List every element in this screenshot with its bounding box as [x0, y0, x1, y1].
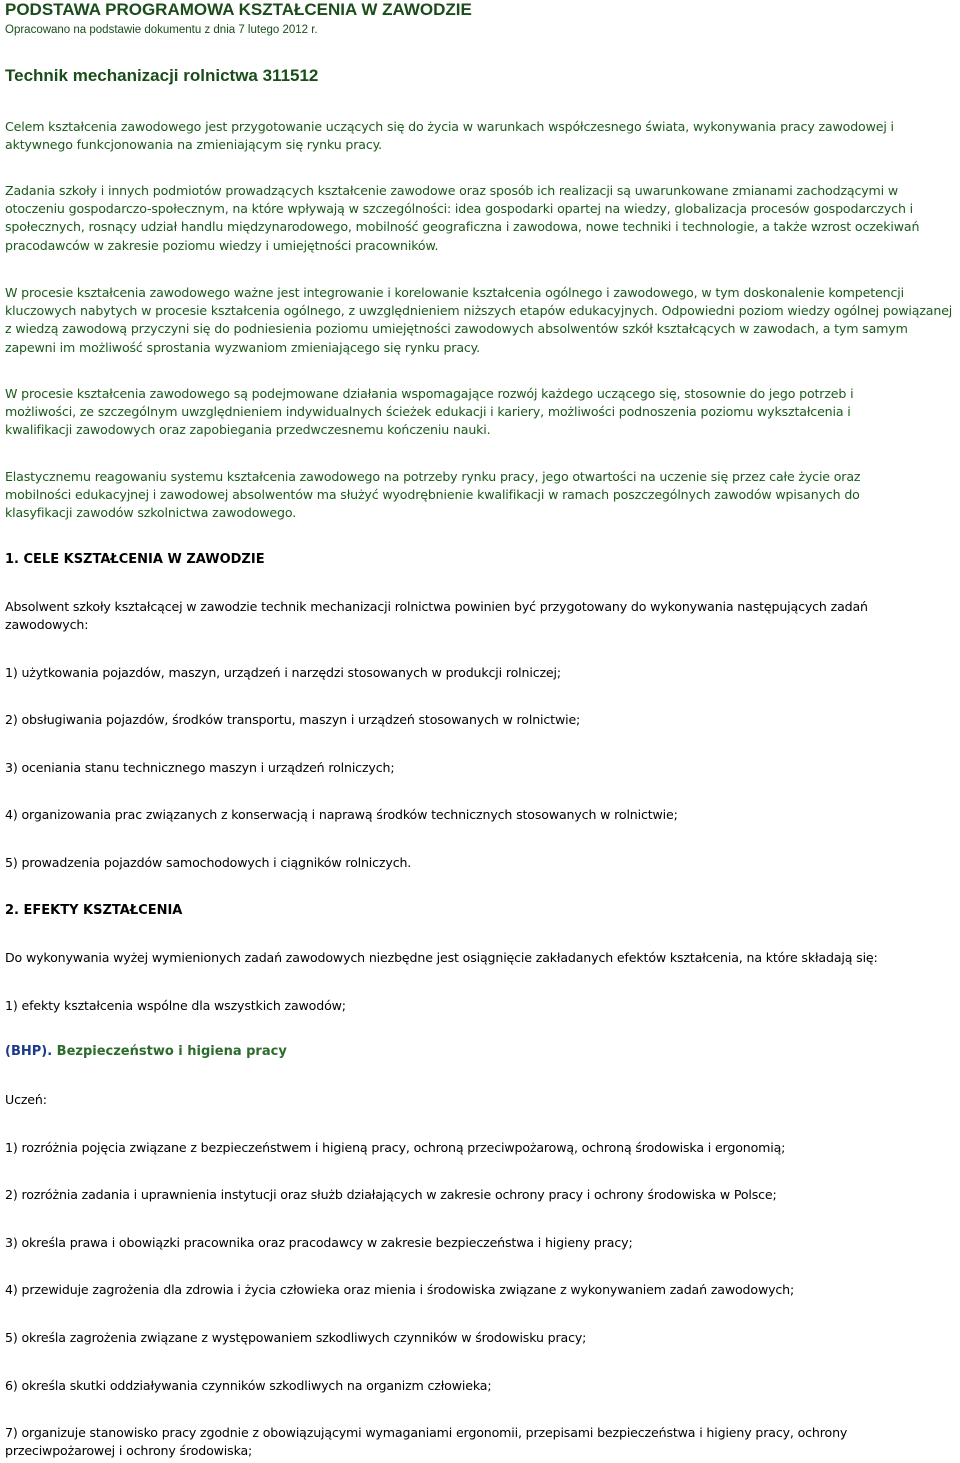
bhp-item-6: 6) określa skutki oddziaływania czynników szkodliwych na organizm człowieka; — [5, 1378, 492, 1393]
intro-paragraph-5: Elastycznemu reagowaniu systemu kształcenia zawodowego na potrzeby rynku pracy, jego otwartości na uczenie się przez całe życie oraz mobilności edukacyjnej i zawodowej absolwentów ma służyć wyodrębnienie kwalifikacji w ramach poszczególnych zawodów wpisanych do klasyfikacji zawodów szkolnictwa zawodowego. — [5, 469, 861, 521]
bhp-item-4: 4) przewiduje zagrożenia dla zdrowia i życia człowieka oraz mienia i środowiska związane z wykonywaniem zadań zawodowych; — [5, 1282, 795, 1297]
bhp-title: Bezpieczeństwo i higiena pracy — [52, 1044, 287, 1059]
profession-title: Technik mechanizacji rolnictwa 311512 — [5, 66, 319, 85]
task-item-3: 3) oceniania stanu technicznego maszyn i urządzeń rolniczych; — [5, 760, 395, 775]
bhp-item-7: 7) organizuje stanowisko pracy zgodnie z obowiązującymi wymaganiami ergonomii, przepisami bezpieczeństwa i higieny pracy, ochrony przeciwpożarowej i ochrony środowiska; — [5, 1425, 848, 1459]
section-2-heading: 2. EFEKTY KSZTAŁCENIA — [5, 903, 183, 918]
section-2-intro: Do wykonywania wyżej wymienionych zadań zawodowych niezbędne jest osiągnięcie zakładanych efektów kształcenia, na które składają się: — [5, 950, 878, 965]
task-item-2: 2) obsługiwania pojazdów, środków transportu, maszyn i urządzeń stosowanych w rolnictwie; — [5, 712, 581, 727]
bhp-item-1: 1) rozróżnia pojęcia związane z bezpieczeństwem i higieną pracy, ochroną przeciwpożarową, ochroną środowiska i ergonomią; — [5, 1140, 786, 1155]
bhp-item-2: 2) rozróżnia zadania i uprawnienia instytucji oraz służb działających w zakresie ochrony pracy i ochrony środowiska w Polsce; — [5, 1187, 777, 1202]
section-1-intro: Absolwent szkoły kształcącej w zawodzie technik mechanizacji rolnictwa powinien być przygotowany do wykonywania następujących zadań zawodowych: — [5, 599, 868, 633]
document-title: PODSTAWA PROGRAMOWA KSZTAŁCENIA W ZAWODZIE — [5, 0, 472, 19]
student-label: Uczeń: — [5, 1092, 47, 1107]
document-subtitle: Opracowano na podstawie dokumentu z dnia 7 lutego 2012 r. — [5, 24, 318, 36]
task-item-1: 1) użytkowania pojazdów, maszyn, urządzeń i narzędzi stosowanych w produkcji rolniczej; — [5, 665, 561, 680]
intro-paragraph-3: W procesie kształcenia zawodowego ważne jest integrowanie i korelowanie kształcenia ogólnego i zawodowego, w tym doskonalenie kompetencji kluczowych nabytych w procesie kształcenia ogólnego, z uwzględnieniem niższych etapów edukacyjnych. Odpowiedni poziom wiedzy ogólnej powiązanej z wiedzą zawodową przyczyni się do podniesienia poziomu umiejętności zawodowych absolwentów szkół kształcących w zawodach, a tym samym zapewni im możliwość sprostania wyzwaniom zmieniającego się rynku pracy. — [5, 285, 953, 355]
section-1-heading: 1. CELE KSZTAŁCENIA W ZAWODZIE — [5, 552, 265, 567]
bhp-item-3: 3) określa prawa i obowiązki pracownika oraz pracodawcy w zakresie bezpieczeństwa i higieny pracy; — [5, 1235, 633, 1250]
bhp-code: (BHP). — [5, 1044, 53, 1059]
intro-paragraph-1: Celem kształcenia zawodowego jest przygotowanie uczących się do życia w warunkach współczesnego świata, wykonywania pracy zawodowej i aktywnego funkcjonowania na zmieniającym się rynku pracy. — [5, 119, 894, 153]
section-2-sub-1: 1) efekty kształcenia wspólne dla wszystkich zawodów; — [5, 998, 346, 1013]
intro-paragraph-2: Zadania szkoły i innych podmiotów prowadzących kształcenie zawodowe oraz sposób ich realizacji są uwarunkowane zmianami zachodzącymi w otoczeniu gospodarczo-społecznym, na które wpływają w szczególności: idea gospodarki opartej na wiedzy, globalizacja procesów gospodarczych i społecznych, rosnący udział handlu międzynarodowego, mobilność geograficzna i zawodowa, nowe techniki i technologie, a także wzrost oczekiwań pracodawców w zakresie poziomu wiedzy i umiejętności pracowników. — [5, 183, 920, 253]
task-item-5: 5) prowadzenia pojazdów samochodowych i ciągników rolniczych. — [5, 855, 412, 870]
task-item-4: 4) organizowania prac związanych z konserwacją i naprawą środków technicznych stosowanych w rolnictwie; — [5, 807, 678, 822]
bhp-item-5: 5) określa zagrożenia związane z występowaniem szkodliwych czynników w środowisku pracy; — [5, 1330, 587, 1345]
intro-paragraph-4: W procesie kształcenia zawodowego są podejmowane działania wspomagające rozwój każdego uczącego się, stosownie do jego potrzeb i możliwości, ze szczególnym uwzględnieniem indywidualnych ścieżek edukacji i kariery, możliwości podnoszenia poziomu wykształcenia i kwalifikacji zawodowych oraz zapobiegania przedwczesnemu kończeniu nauki. — [5, 386, 854, 438]
bhp-heading — [5, 1044, 287, 1059]
